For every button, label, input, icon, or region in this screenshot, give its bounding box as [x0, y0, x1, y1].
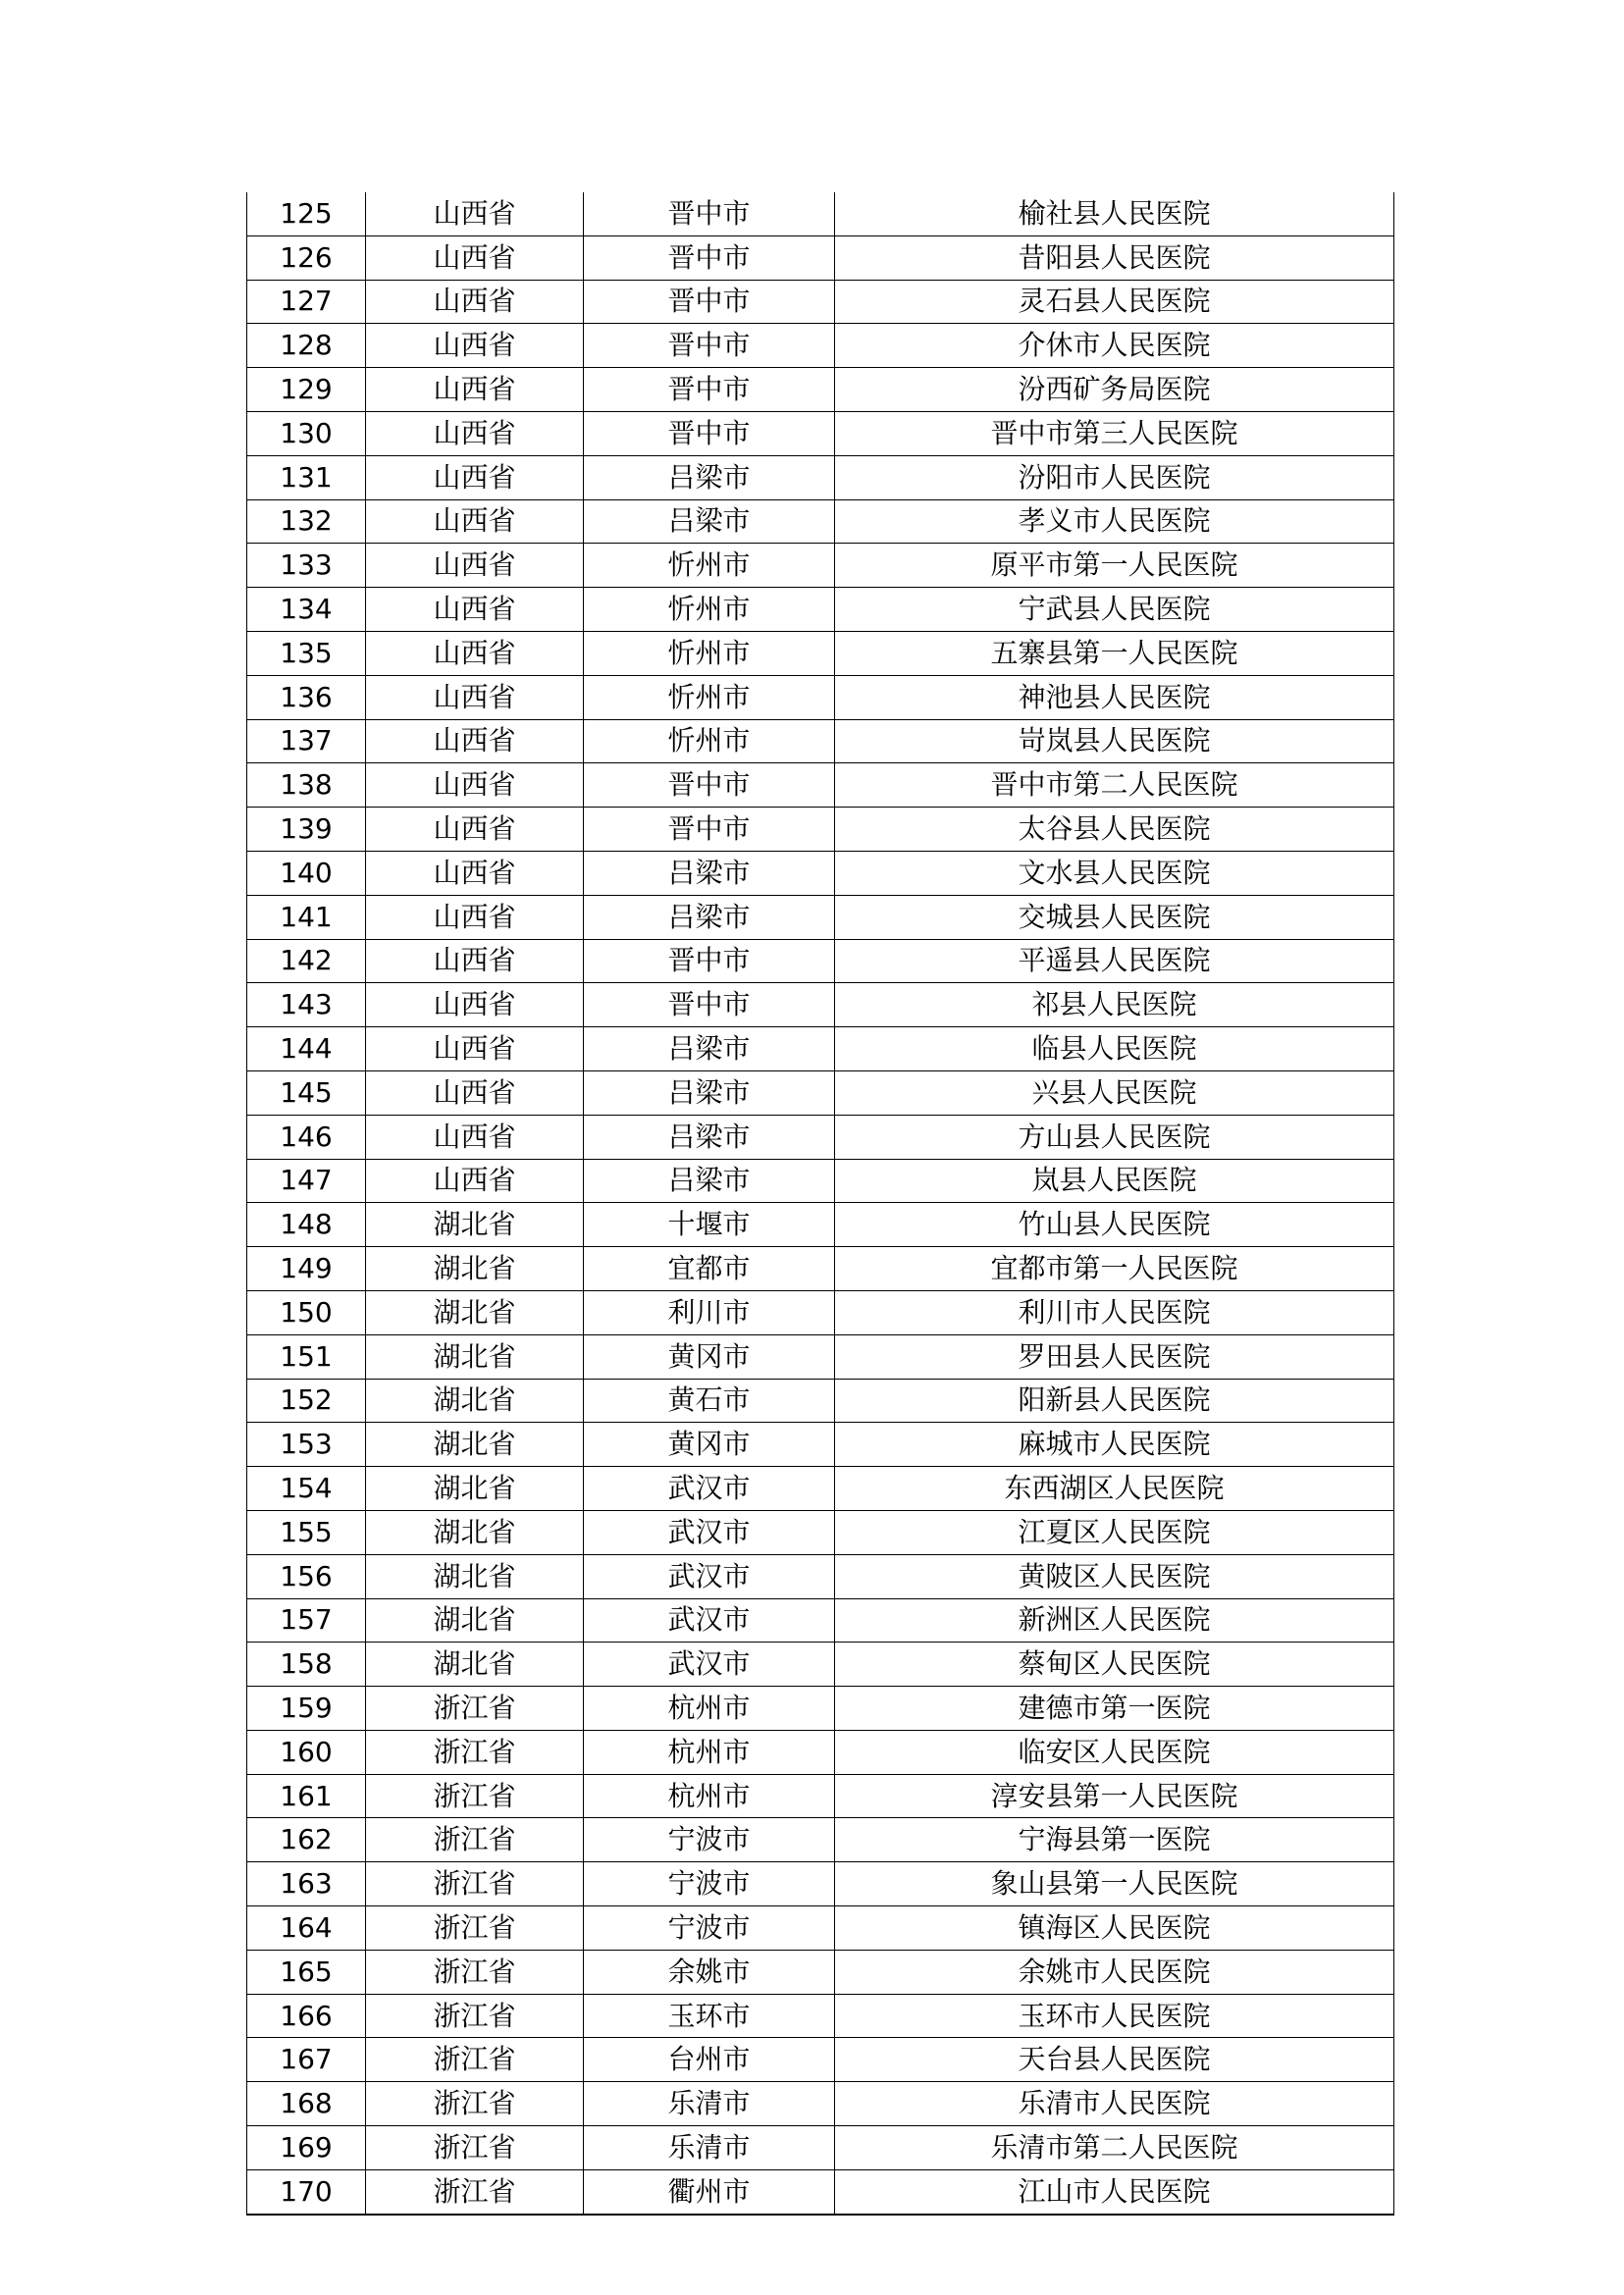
hospital-name-cell: 岚县人民医院: [835, 1159, 1394, 1203]
hospital-name-cell: 原平市第一人民医院: [835, 544, 1394, 588]
province-cell: 山西省: [366, 631, 584, 675]
city-cell: 吕梁市: [584, 1070, 835, 1115]
hospital-name-cell: 东西湖区人民医院: [835, 1467, 1394, 1511]
province-cell: 浙江省: [366, 2126, 584, 2170]
hospital-name-cell: 象山县第一人民医院: [835, 1862, 1394, 1906]
hospital-name-cell: 方山县人民医院: [835, 1115, 1394, 1159]
hospital-name-cell: 新洲区人民医院: [835, 1598, 1394, 1643]
city-cell: 武汉市: [584, 1510, 835, 1554]
hospital-name-cell: 淳安县第一人民医院: [835, 1774, 1394, 1818]
city-cell: 晋中市: [584, 763, 835, 808]
province-cell: 湖北省: [366, 1643, 584, 1687]
row-number-cell: 131: [247, 455, 366, 499]
row-number-cell: 152: [247, 1379, 366, 1423]
province-cell: 山西省: [366, 763, 584, 808]
table-row: [247, 455, 1394, 499]
hospital-name-cell: 乐清市第二人民医院: [835, 2126, 1394, 2170]
hospital-name-cell: 晋中市第三人民医院: [835, 411, 1394, 455]
row-number-cell: 147: [247, 1159, 366, 1203]
row-number-cell: 156: [247, 1554, 366, 1598]
row-number-cell: 150: [247, 1290, 366, 1334]
row-number-cell: 170: [247, 2169, 366, 2214]
row-number-cell: 146: [247, 1115, 366, 1159]
hospital-name-cell: 汾西矿务局医院: [835, 368, 1394, 412]
province-cell: 山西省: [366, 939, 584, 983]
city-cell: 吕梁市: [584, 499, 835, 544]
city-cell: 吕梁市: [584, 851, 835, 895]
table-row: [247, 1070, 1394, 1115]
province-cell: 山西省: [366, 455, 584, 499]
row-number-cell: 165: [247, 1950, 366, 1994]
hospital-name-cell: 祁县人民医院: [835, 983, 1394, 1027]
province-cell: 湖北省: [366, 1554, 584, 1598]
table-row: [247, 368, 1394, 412]
table-row: [247, 983, 1394, 1027]
hospital-name-cell: 临县人民医院: [835, 1027, 1394, 1071]
city-cell: 吕梁市: [584, 1115, 835, 1159]
province-cell: 山西省: [366, 368, 584, 412]
table-row: [247, 588, 1394, 632]
province-cell: 湖北省: [366, 1203, 584, 1247]
table-row: [247, 1906, 1394, 1951]
city-cell: 宁波市: [584, 1906, 835, 1951]
table-row: [247, 2126, 1394, 2170]
hospital-name-cell: 宜都市第一人民医院: [835, 1247, 1394, 1291]
table-row: [247, 939, 1394, 983]
table-row: [247, 1467, 1394, 1511]
table-row: [247, 1730, 1394, 1774]
province-cell: 湖北省: [366, 1379, 584, 1423]
table-row: [247, 851, 1394, 895]
table-row: [247, 1159, 1394, 1203]
table-row: [247, 1994, 1394, 2038]
hospital-name-cell: 孝义市人民医院: [835, 499, 1394, 544]
province-cell: 湖北省: [366, 1247, 584, 1291]
province-cell: 浙江省: [366, 1994, 584, 2038]
province-cell: 山西省: [366, 808, 584, 852]
city-cell: 吕梁市: [584, 1027, 835, 1071]
city-cell: 十堰市: [584, 1203, 835, 1247]
city-cell: 忻州市: [584, 588, 835, 632]
row-number-cell: 139: [247, 808, 366, 852]
table-row: [247, 1818, 1394, 1862]
row-number-cell: 157: [247, 1598, 366, 1643]
province-cell: 浙江省: [366, 1774, 584, 1818]
province-cell: 浙江省: [366, 1730, 584, 1774]
hospital-name-cell: 太谷县人民医院: [835, 808, 1394, 852]
city-cell: 晋中市: [584, 280, 835, 324]
city-cell: 晋中市: [584, 939, 835, 983]
hospital-name-cell: 利川市人民医院: [835, 1290, 1394, 1334]
hospital-name-cell: 宁海县第一医院: [835, 1818, 1394, 1862]
row-number-cell: 163: [247, 1862, 366, 1906]
hospital-name-cell: 黄陂区人民医院: [835, 1554, 1394, 1598]
row-number-cell: 141: [247, 895, 366, 939]
province-cell: 山西省: [366, 411, 584, 455]
table-row: [247, 719, 1394, 763]
table-row: [247, 1334, 1394, 1379]
table-row: [247, 1290, 1394, 1334]
table-row: [247, 280, 1394, 324]
table-row: [247, 1554, 1394, 1598]
row-number-cell: 130: [247, 411, 366, 455]
hospital-name-cell: 岢岚县人民医院: [835, 719, 1394, 763]
table-row: [247, 895, 1394, 939]
city-cell: 台州市: [584, 2038, 835, 2082]
hospital-name-cell: 榆社县人民医院: [835, 192, 1394, 235]
row-number-cell: 154: [247, 1467, 366, 1511]
row-number-cell: 140: [247, 851, 366, 895]
hospital-name-cell: 平遥县人民医院: [835, 939, 1394, 983]
province-cell: 浙江省: [366, 1862, 584, 1906]
row-number-cell: 160: [247, 1730, 366, 1774]
province-cell: 山西省: [366, 324, 584, 368]
city-cell: 晋中市: [584, 192, 835, 235]
table-row: [247, 2082, 1394, 2126]
table-row: [247, 1950, 1394, 1994]
city-cell: 杭州市: [584, 1687, 835, 1731]
city-cell: 杭州市: [584, 1774, 835, 1818]
hospital-name-cell: 昔阳县人民医院: [835, 235, 1394, 280]
province-cell: 山西省: [366, 1115, 584, 1159]
row-number-cell: 135: [247, 631, 366, 675]
hospital-name-cell: 晋中市第二人民医院: [835, 763, 1394, 808]
hospital-name-cell: 兴县人民医院: [835, 1070, 1394, 1115]
province-cell: 山西省: [366, 983, 584, 1027]
row-number-cell: 145: [247, 1070, 366, 1115]
row-number-cell: 128: [247, 324, 366, 368]
province-cell: 山西省: [366, 851, 584, 895]
table-row: [247, 1510, 1394, 1554]
city-cell: 吕梁市: [584, 895, 835, 939]
table-row: [247, 1115, 1394, 1159]
province-cell: 山西省: [366, 280, 584, 324]
row-number-cell: 136: [247, 675, 366, 719]
hospital-name-cell: 神池县人民医院: [835, 675, 1394, 719]
province-cell: 湖北省: [366, 1290, 584, 1334]
row-number-cell: 143: [247, 983, 366, 1027]
row-number-cell: 132: [247, 499, 366, 544]
province-cell: 山西省: [366, 235, 584, 280]
hospital-name-cell: 宁武县人民医院: [835, 588, 1394, 632]
row-number-cell: 151: [247, 1334, 366, 1379]
city-cell: 忻州市: [584, 719, 835, 763]
city-cell: 忻州市: [584, 544, 835, 588]
city-cell: 晋中市: [584, 983, 835, 1027]
hospital-name-cell: 文水县人民医院: [835, 851, 1394, 895]
city-cell: 吕梁市: [584, 1159, 835, 1203]
province-cell: 湖北省: [366, 1423, 584, 1467]
row-number-cell: 126: [247, 235, 366, 280]
hospital-name-cell: 临安区人民医院: [835, 1730, 1394, 1774]
row-number-cell: 149: [247, 1247, 366, 1291]
province-cell: 山西省: [366, 499, 584, 544]
hospital-name-cell: 麻城市人民医院: [835, 1423, 1394, 1467]
province-cell: 山西省: [366, 675, 584, 719]
province-cell: 浙江省: [366, 2082, 584, 2126]
table-body: [247, 192, 1394, 2215]
city-cell: 武汉市: [584, 1467, 835, 1511]
hospital-name-cell: 汾阳市人民医院: [835, 455, 1394, 499]
row-number-cell: 153: [247, 1423, 366, 1467]
city-cell: 玉环市: [584, 1994, 835, 2038]
table-row: [247, 1203, 1394, 1247]
row-number-cell: 127: [247, 280, 366, 324]
hospital-name-cell: 余姚市人民医院: [835, 1950, 1394, 1994]
row-number-cell: 129: [247, 368, 366, 412]
city-cell: 武汉市: [584, 1598, 835, 1643]
province-cell: 山西省: [366, 1159, 584, 1203]
hospital-name-cell: 灵石县人民医院: [835, 280, 1394, 324]
table-row: [247, 763, 1394, 808]
hospital-name-cell: 镇海区人民医院: [835, 1906, 1394, 1951]
city-cell: 衢州市: [584, 2169, 835, 2214]
city-cell: 杭州市: [584, 1730, 835, 1774]
city-cell: 晋中市: [584, 324, 835, 368]
table-row: [247, 1027, 1394, 1071]
hospital-name-cell: 乐清市人民医院: [835, 2082, 1394, 2126]
table-row: [247, 324, 1394, 368]
city-cell: 黄冈市: [584, 1423, 835, 1467]
province-cell: 湖北省: [366, 1598, 584, 1643]
city-cell: 利川市: [584, 1290, 835, 1334]
city-cell: 晋中市: [584, 368, 835, 412]
row-number-cell: 161: [247, 1774, 366, 1818]
hospital-name-cell: 竹山县人民医院: [835, 1203, 1394, 1247]
province-cell: 浙江省: [366, 1950, 584, 1994]
city-cell: 宁波市: [584, 1862, 835, 1906]
row-number-cell: 142: [247, 939, 366, 983]
province-cell: 山西省: [366, 588, 584, 632]
province-cell: 浙江省: [366, 1687, 584, 1731]
table-row: [247, 1687, 1394, 1731]
hospital-name-cell: 介休市人民医院: [835, 324, 1394, 368]
table-row: [247, 499, 1394, 544]
city-cell: 乐清市: [584, 2126, 835, 2170]
row-number-cell: 137: [247, 719, 366, 763]
province-cell: 湖北省: [366, 1510, 584, 1554]
hospital-name-cell: 罗田县人民医院: [835, 1334, 1394, 1379]
hospital-name-cell: 建德市第一医院: [835, 1687, 1394, 1731]
row-number-cell: 168: [247, 2082, 366, 2126]
table-row: [247, 1774, 1394, 1818]
city-cell: 晋中市: [584, 411, 835, 455]
table-row: [247, 1379, 1394, 1423]
row-number-cell: 158: [247, 1643, 366, 1687]
table-row: [247, 2169, 1394, 2214]
row-number-cell: 134: [247, 588, 366, 632]
row-number-cell: 155: [247, 1510, 366, 1554]
city-cell: 吕梁市: [584, 455, 835, 499]
hospital-table: [246, 192, 1394, 2216]
province-cell: 湖北省: [366, 1334, 584, 1379]
city-cell: 余姚市: [584, 1950, 835, 1994]
hospital-name-cell: 五寨县第一人民医院: [835, 631, 1394, 675]
row-number-cell: 159: [247, 1687, 366, 1731]
province-cell: 山西省: [366, 544, 584, 588]
row-number-cell: 138: [247, 763, 366, 808]
province-cell: 浙江省: [366, 1818, 584, 1862]
table-row: [247, 2038, 1394, 2082]
table-row: [247, 631, 1394, 675]
province-cell: 山西省: [366, 719, 584, 763]
city-cell: 宁波市: [584, 1818, 835, 1862]
hospital-name-cell: 玉环市人民医院: [835, 1994, 1394, 2038]
province-cell: 浙江省: [366, 1906, 584, 1951]
province-cell: 山西省: [366, 895, 584, 939]
table-row: [247, 544, 1394, 588]
table-row: [247, 1423, 1394, 1467]
table-row: [247, 1598, 1394, 1643]
row-number-cell: 164: [247, 1906, 366, 1951]
table-row: [247, 808, 1394, 852]
row-number-cell: 162: [247, 1818, 366, 1862]
row-number-cell: 148: [247, 1203, 366, 1247]
row-number-cell: 133: [247, 544, 366, 588]
hospital-name-cell: 天台县人民医院: [835, 2038, 1394, 2082]
city-cell: 忻州市: [584, 675, 835, 719]
row-number-cell: 169: [247, 2126, 366, 2170]
city-cell: 宜都市: [584, 1247, 835, 1291]
city-cell: 晋中市: [584, 235, 835, 280]
city-cell: 晋中市: [584, 808, 835, 852]
hospital-name-cell: 蔡甸区人民医院: [835, 1643, 1394, 1687]
table-row: [247, 1643, 1394, 1687]
province-cell: 湖北省: [366, 1467, 584, 1511]
table-row: [247, 192, 1394, 235]
province-cell: 浙江省: [366, 2169, 584, 2214]
row-number-cell: 167: [247, 2038, 366, 2082]
table-row: [247, 235, 1394, 280]
hospital-name-cell: 阳新县人民医院: [835, 1379, 1394, 1423]
table-row: [247, 675, 1394, 719]
province-cell: 浙江省: [366, 2038, 584, 2082]
hospital-name-cell: 江山市人民医院: [835, 2169, 1394, 2214]
city-cell: 武汉市: [584, 1643, 835, 1687]
city-cell: 乐清市: [584, 2082, 835, 2126]
hospital-name-cell: 江夏区人民医院: [835, 1510, 1394, 1554]
city-cell: 忻州市: [584, 631, 835, 675]
city-cell: 黄石市: [584, 1379, 835, 1423]
table-row: [247, 411, 1394, 455]
province-cell: 山西省: [366, 1027, 584, 1071]
table-row: [247, 1862, 1394, 1906]
row-number-cell: 125: [247, 192, 366, 235]
province-cell: 山西省: [366, 192, 584, 235]
province-cell: 山西省: [366, 1070, 584, 1115]
table-row: [247, 1247, 1394, 1291]
city-cell: 武汉市: [584, 1554, 835, 1598]
city-cell: 黄冈市: [584, 1334, 835, 1379]
row-number-cell: 144: [247, 1027, 366, 1071]
hospital-name-cell: 交城县人民医院: [835, 895, 1394, 939]
row-number-cell: 166: [247, 1994, 366, 2038]
